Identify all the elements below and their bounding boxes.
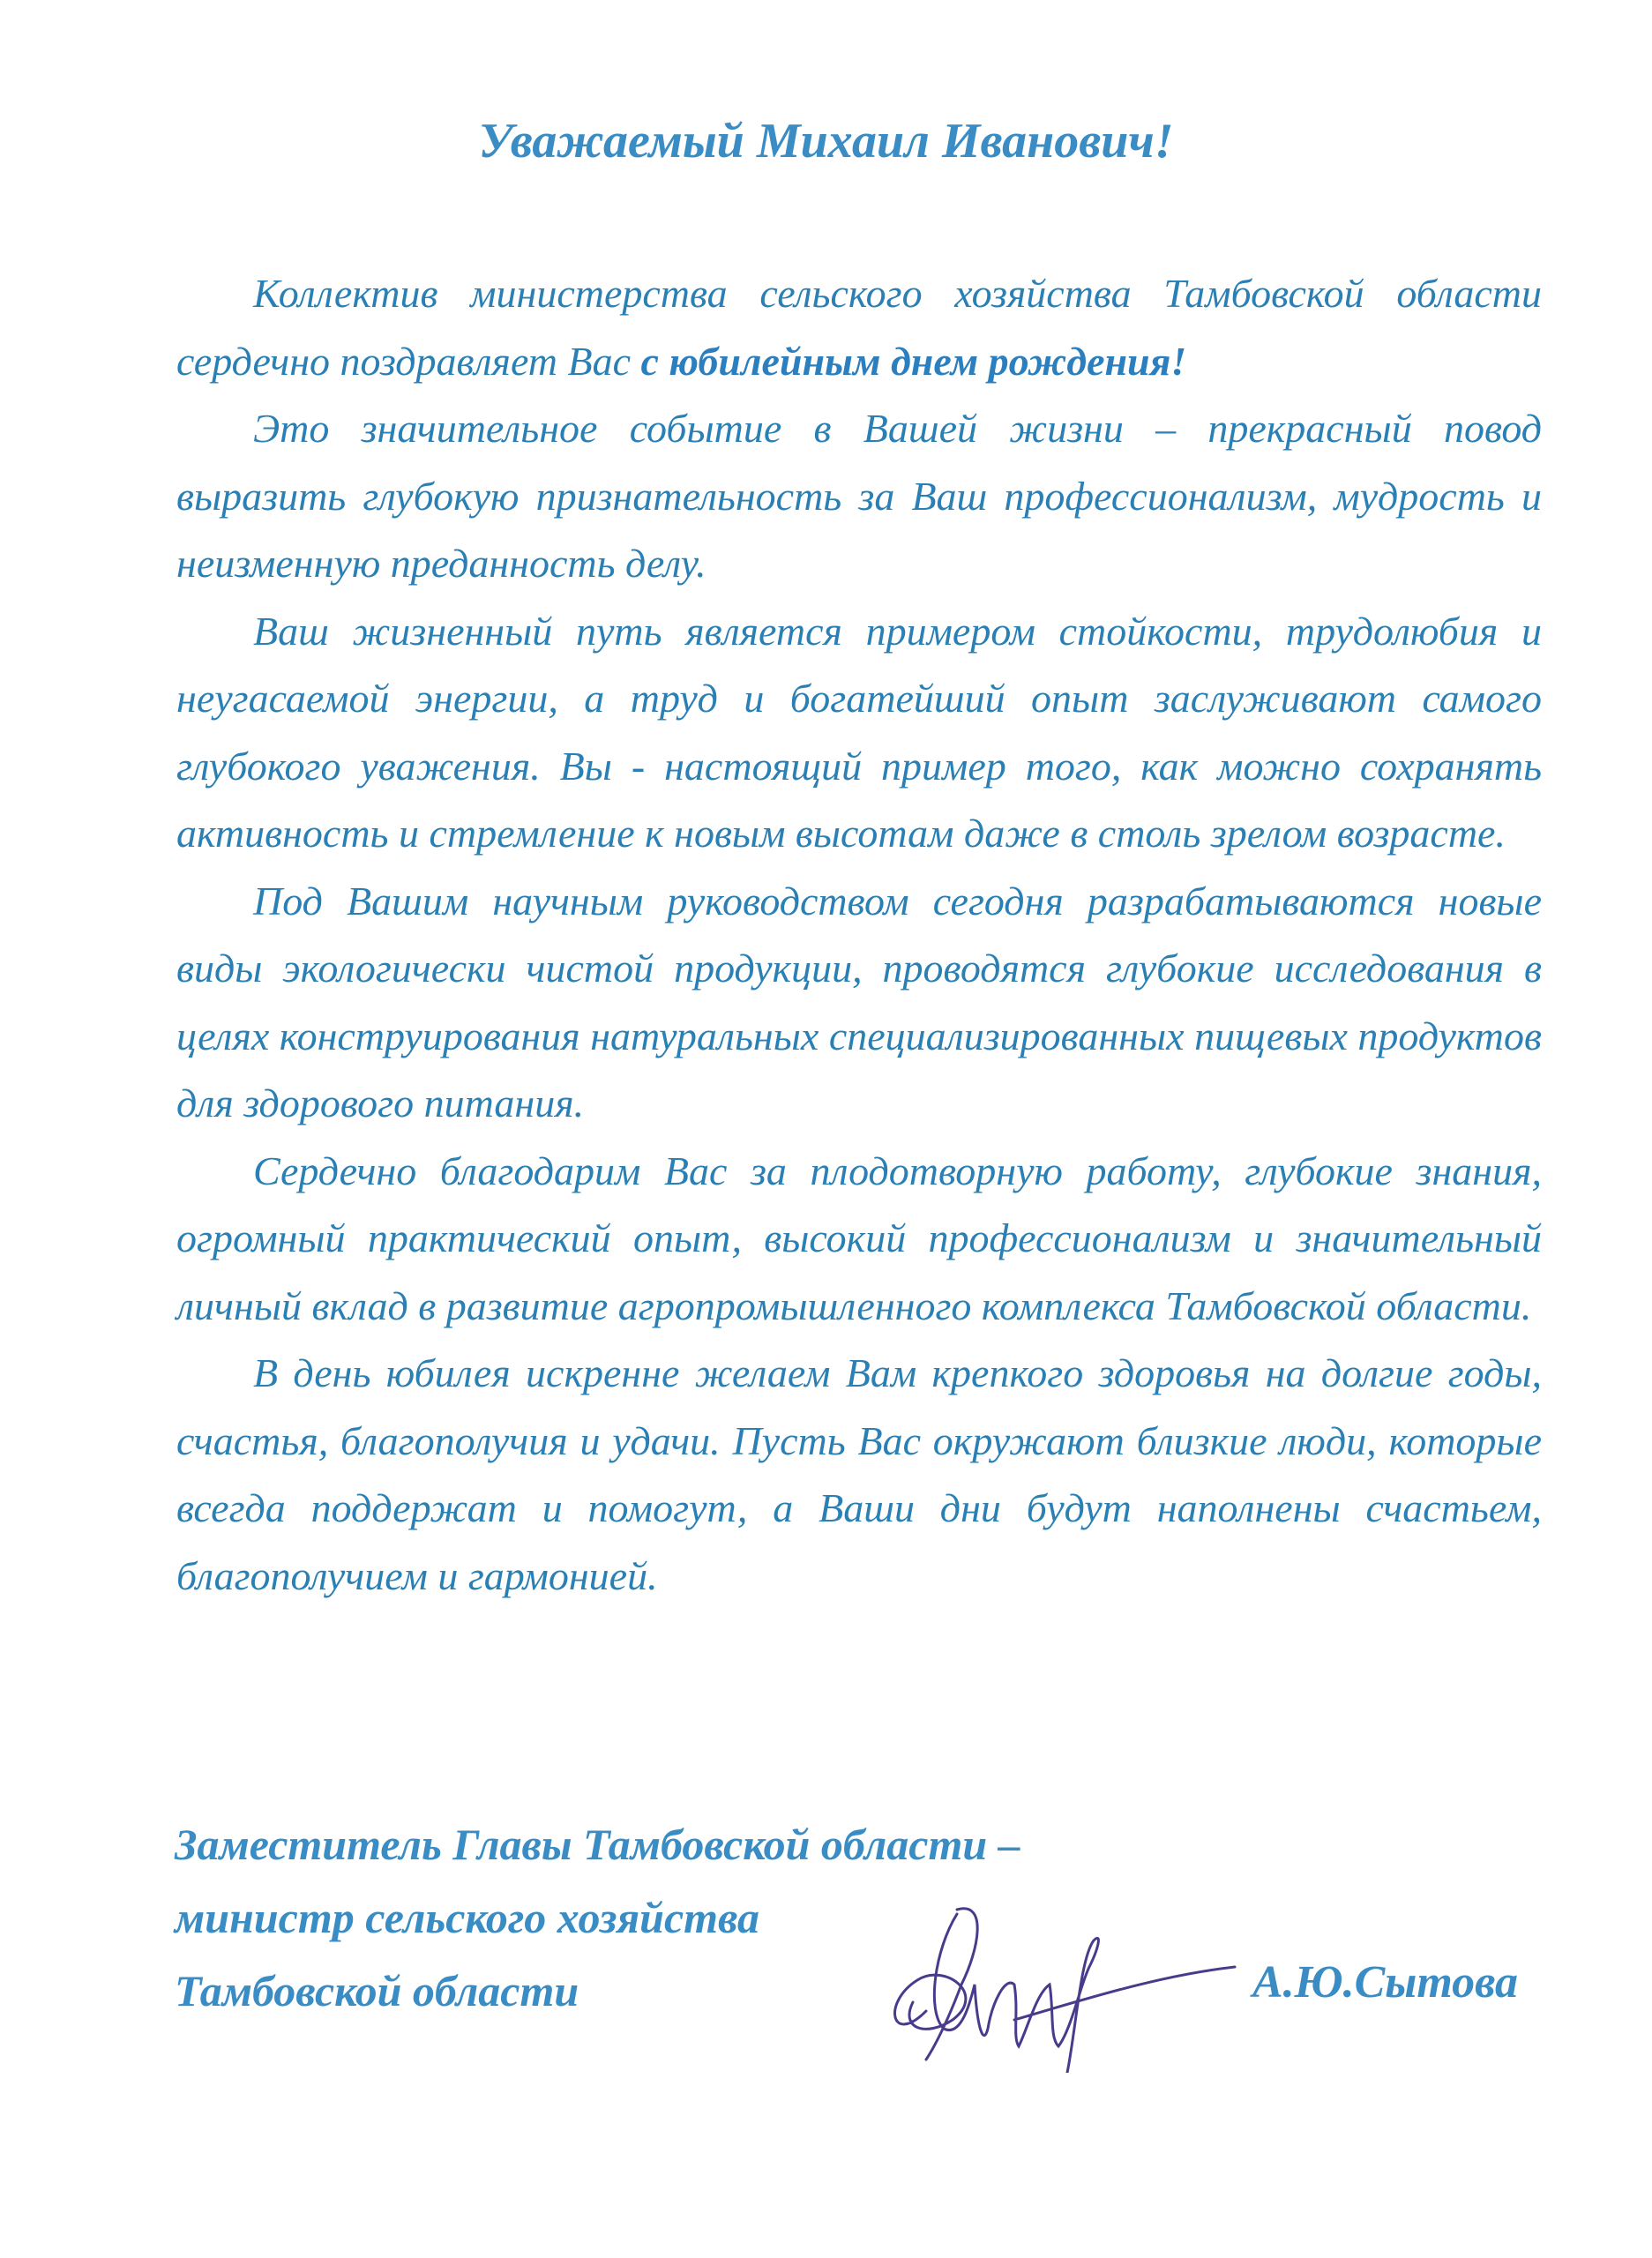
- handwritten-signature: [873, 1896, 1261, 2073]
- paragraph: [176, 260, 1542, 395]
- paragraph: Это значительное событие в Вашей жизни – прекрасный повод выразить глубокую признательность за Ваш профессионализм, мудрость и неизменную преданность делу.: [176, 406, 1542, 586]
- letter-body: [176, 260, 1542, 1610]
- paragraph-emphasis: с юбилейным днем рождения!: [640, 338, 1187, 384]
- paragraph: Под Вашим научным руководством сегодня разрабатываются новые виды экологически чистой продукции, проводятся глубокие исследования в целях конструирования натуральных специализированных пищевых продуктов для здорового питания.: [176, 878, 1542, 1125]
- paragraph: Сердечно благодарим Вас за плодотворную работу, глубокие знания, огромный практический опыт, высокий профессионализм и значительный личный вклад в развитие агропромышленного комплекса Тамбовской области.: [176, 1148, 1542, 1328]
- paragraph: Ваш жизненный путь является примером стойкости, трудолюбия и неугасаемой энергии, а труд и богатейший опыт заслуживают самого глубокого уважения. Вы - настоящий пример того, как можно сохранять активность и стремление к новым высотам даже в столь зрелом возрасте.: [176, 608, 1542, 856]
- position-line: Тамбовской области: [175, 1966, 579, 2015]
- paragraph-text: Коллектив министерства сельского хозяйства Тамбовской области сердечно поздравляет Вас: [176, 271, 1542, 384]
- signatory-name: А.Ю.Сытова: [1252, 1957, 1519, 2008]
- greeting-heading: Уважаемый Михаил Иванович!: [478, 114, 1174, 168]
- paragraph: В день юбилея искренне желаем Вам крепкого здоровья на долгие годы, счастья, благополучия и удачи. Пусть Вас окружают близкие люди, которые всегда поддержат и помогут, а Ваши дни будут наполнены счастьем, благополучием и гармонией.: [176, 1350, 1542, 1598]
- position-line: министр сельского хозяйства: [175, 1893, 760, 1942]
- position-line: Заместитель Главы Тамбовской области –: [175, 1820, 1020, 1869]
